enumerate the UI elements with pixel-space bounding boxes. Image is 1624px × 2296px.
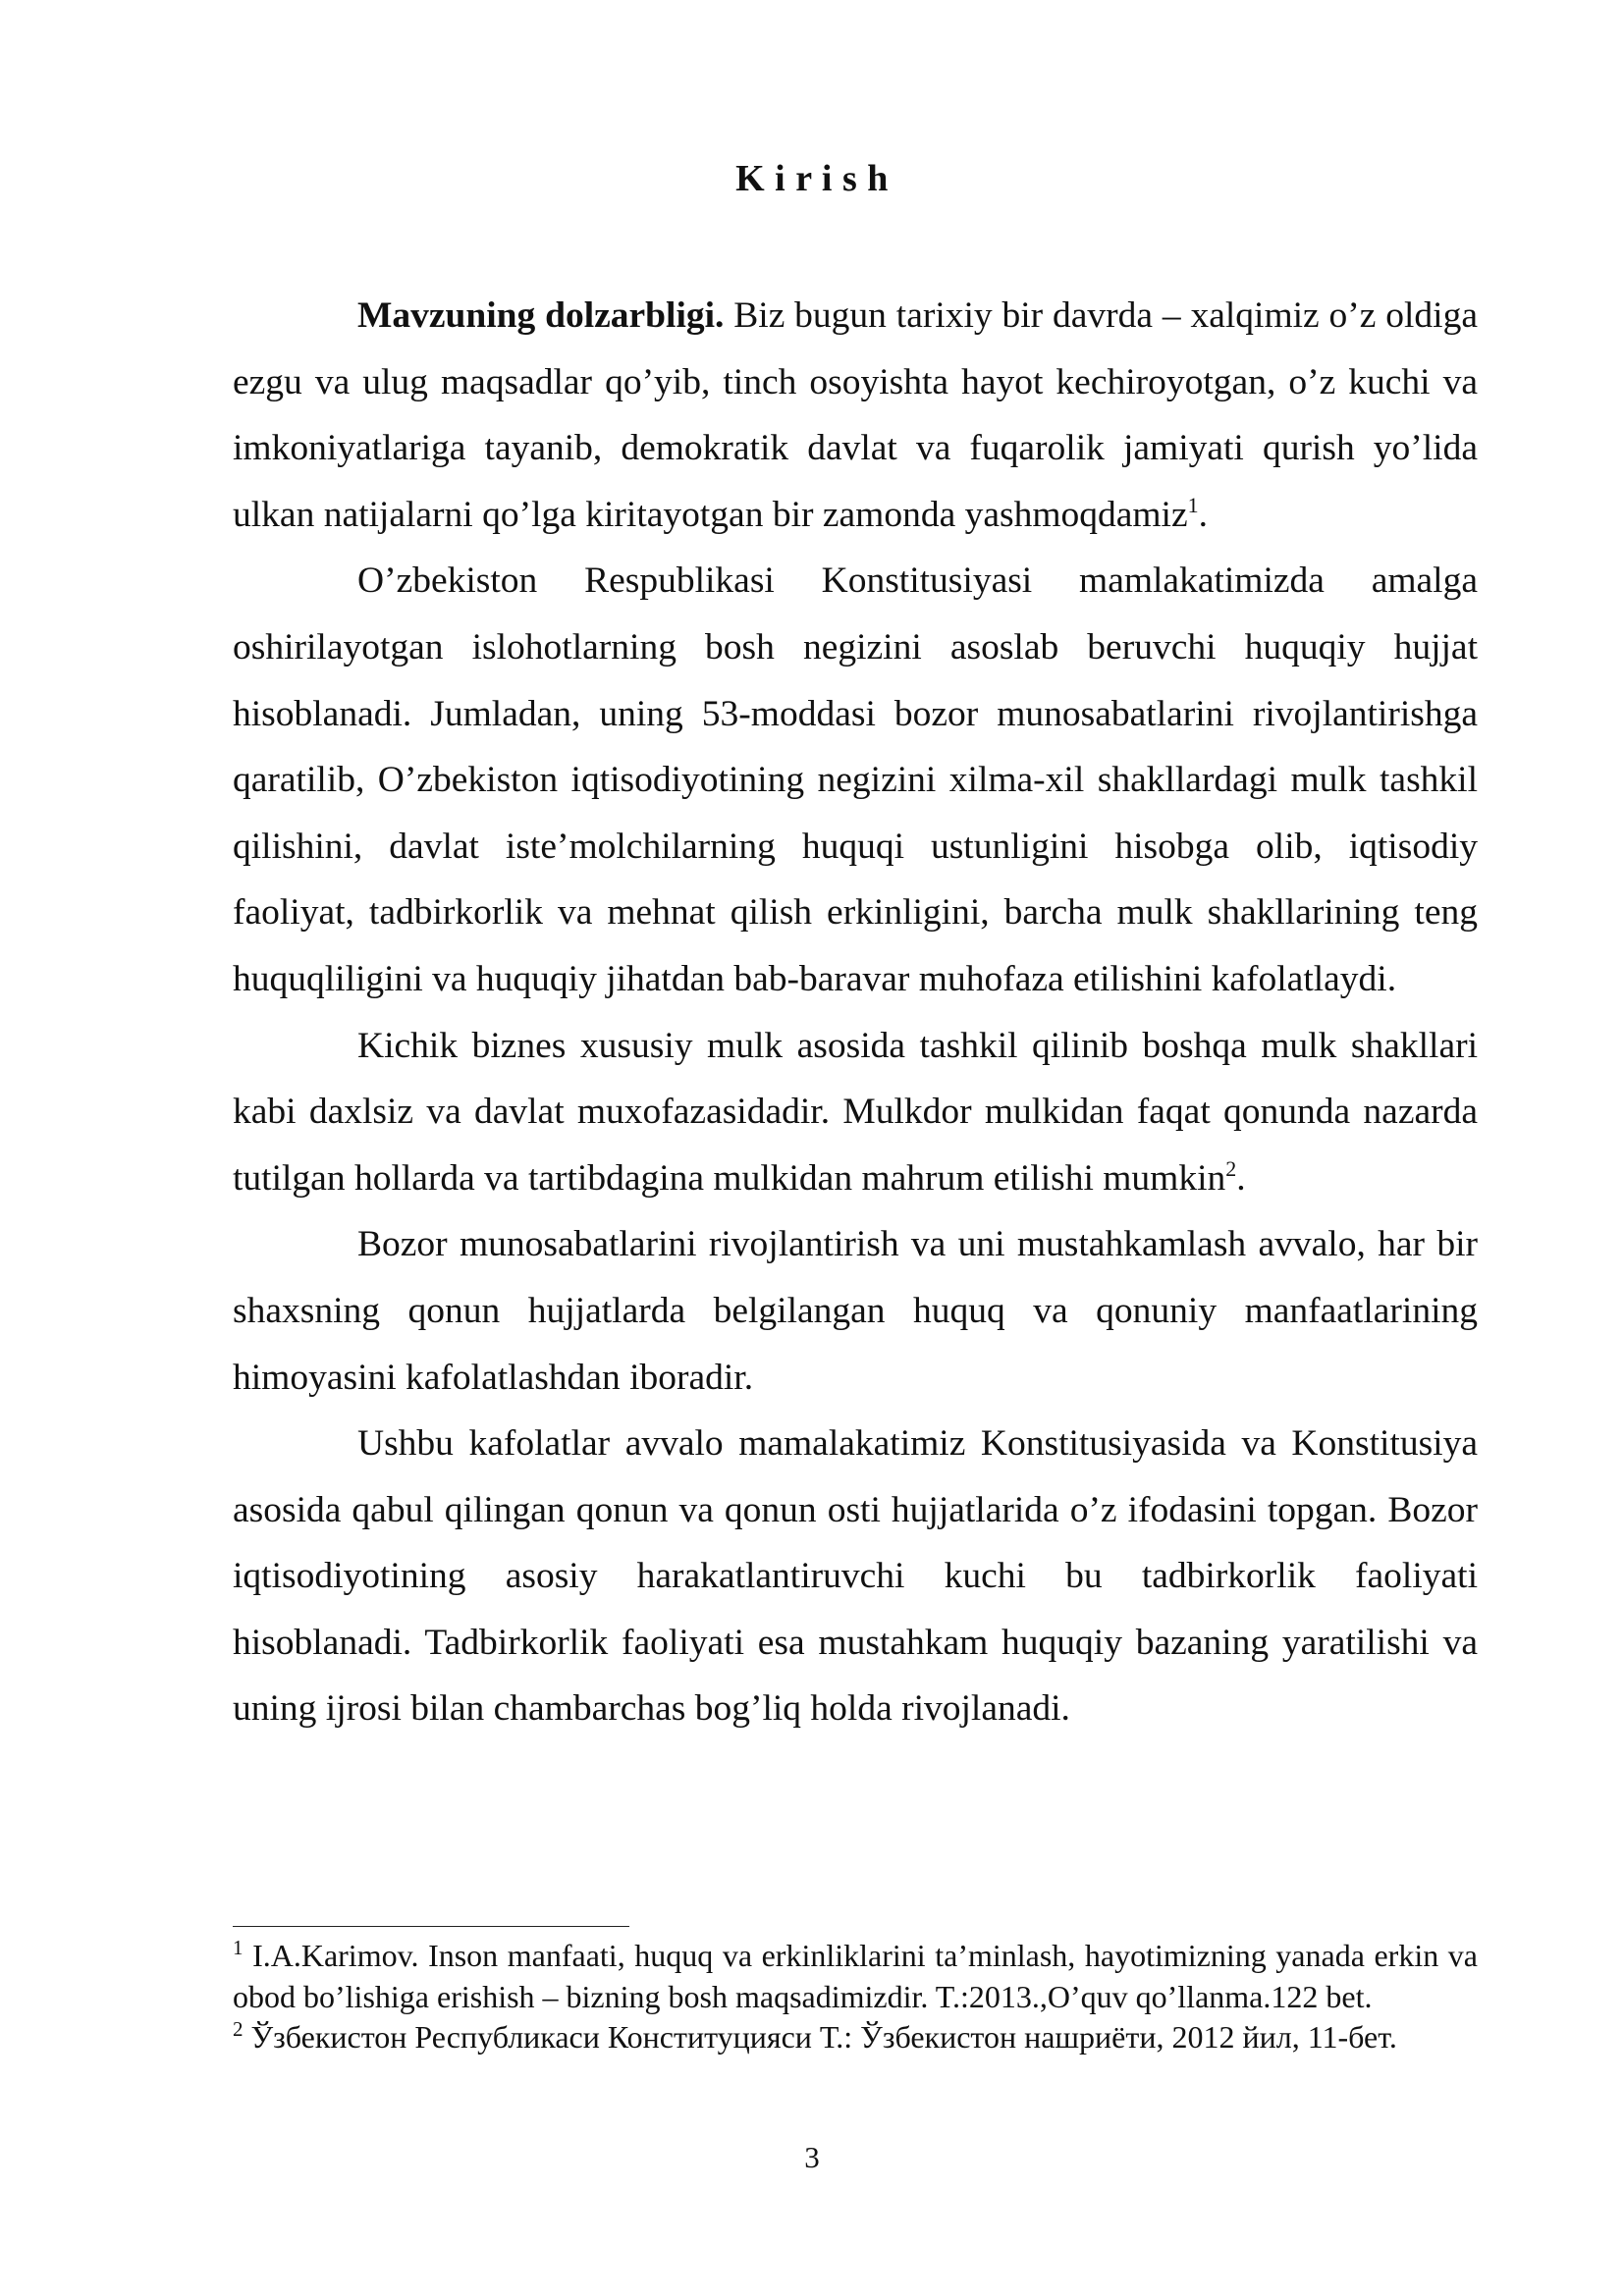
section-title: K i r i s h [735,158,889,199]
paragraph-text: Biz bugun tarixiy bir davrda – xalqimiz o’z oldiga ezgu va ulug maqsadlar qo’yib, tinch osoyishta hayot kechiroyotgan, o’z kuchi va imkoniyatlariga tayanib, demokratik davlat va fuqarolik jamiyati qurish yo’lida ulkan natijalarni qo’lga kiritayotgan bir zamonda yashmoqdamiz [233,295,1478,535]
paragraph-guarantees: Ushbu kafolatlar avvalo mamalakatimiz Konstitusiyasida va Konstitusiya asosida qabul qilingan qonun va qonun osti hujjatlarida o’z ifodasini topgan. Bozor iqtisodiyotining asosiy harakatlantiruvchi kuchi bu tadbirkorlik faoliyati hisoblanadi. Tadbirkorlik faoliyati esa mustahkam huquqiy bazaning yaratilishi va uning ijrosi bilan chambarchas bog’liq holda rivojlanadi. [233,1423,1478,1730]
footnote-2 [233,2017,1478,2058]
footnote-text: I.A.Karimov. Inson manfaati, huquq va erkinliklarini ta’minlash, hayotimizning yanada erkin va obod bo’lishiga erishish – bizning bosh maqsadimizdir. T.:2013.,O’quv qo’llanma.122 bet. [233,1938,1478,2014]
paragraph-constitution: O’zbekiston Respublikasi Konstitusiyasi mamlakatimizda amalga oshirilayotgan islohotlarning bosh negizini asoslab beruvchi huquqiy hujjat hisoblanadi. Jumladan, uning 53-moddasi bozor munosabatlarini rivojlantirishga qaratilib, O’zbekiston iqtisodiyotining negizini xilma-xil shakllardagi mulk tashkil qilishini, davlat iste’molchilarning huquqi ustunligini hisobga olib, iqtisodiy faoliyat, tadbirkorlik va mehnat qilish erkinligini, barcha mulk shakllarining teng huquqliligini va huquqiy jihatdan bab-baravar muhofaza etilishini kafolatlaydi. [233,561,1478,999]
footnote-separator [233,1926,629,1927]
paragraph-lead: Mavzuning dolzarbligi. [357,295,725,336]
paragraph-end: . [1236,1157,1246,1199]
footnote-marker: 2 [233,2017,244,2041]
paragraph-market-relations: Bozor munosabatlarini rivojlantirish va uni mustahkamlash avvalo, har bir shaxsning qonun hujjatlarda belgilangan huquq va qonuniy manfaatlarining himoyasini kafolatlashdan iboradir. [233,1224,1478,1398]
paragraph-end: . [1198,494,1208,535]
footnote-text: Ўзбекистон Республикаси Конституцияси Т.: Ўзбекистон нашриёти, 2012 йил, 11-бет. [243,2019,1397,2055]
paragraph-small-business [233,1013,1478,1212]
paragraph-relevance [233,283,1478,548]
footnote-ref-1[interactable]: 1 [1187,492,1199,517]
footnotes [233,1936,1478,2058]
paragraph-text: Kichik biznes xususiy mulk asosida tashkil qilinib boshqa mulk shakllari kabi daxlsiz va davlat muxofazasidadir. Mulkdor mulkidan faqat qonunda nazarda tutilgan hollarda va tartibdagina mulkidan mahrum etilishi mumkin [233,1025,1478,1199]
footnote-ref-2[interactable]: 2 [1225,1155,1237,1181]
body-text [233,283,1478,1742]
page-number: 3 [804,2140,820,2174]
footnote-1 [233,1936,1478,2017]
footnote-marker: 1 [233,1936,244,1959]
